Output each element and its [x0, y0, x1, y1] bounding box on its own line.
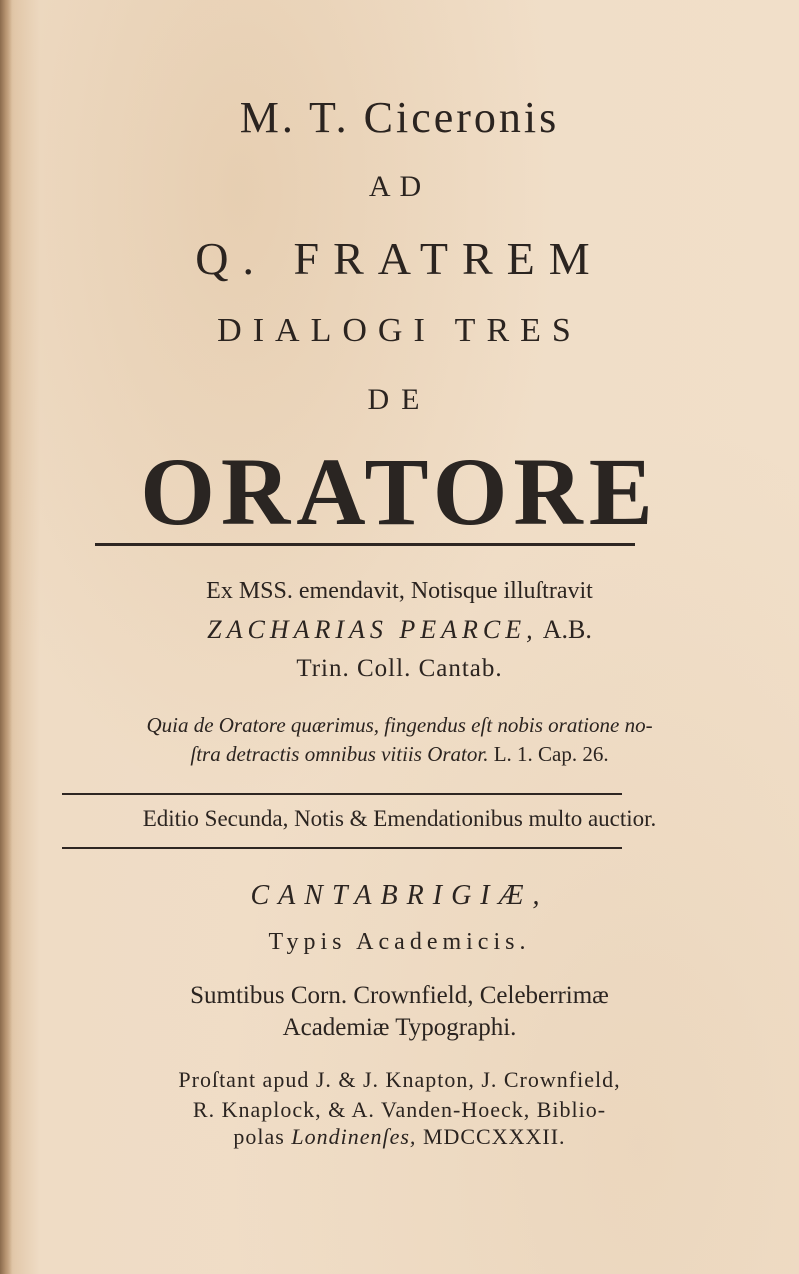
divider-rule-middle	[62, 793, 622, 795]
imprint-sellers-2: R. Knaplock, & A. Vanden-Hoeck, Biblio-	[192, 1097, 607, 1122]
imprint-sellers-1: Proſtant apud J. & J. Knapton, J. Crownfield,	[178, 1067, 621, 1092]
imprint-londinenses: Londinenſes,	[291, 1124, 417, 1149]
editor-name: ZACHARIAS PEARCE,	[207, 615, 538, 644]
divider-rule-top	[95, 543, 635, 546]
imprint-sumptibus-2: Academiæ Typographi.	[282, 1014, 517, 1041]
epigraph-line-2	[0, 742, 799, 767]
editor-statement: Ex MSS. emendavit, Notisque illuſtravit	[206, 578, 593, 604]
divider-rule-bottom	[62, 847, 622, 849]
author-heading: M. T. Ciceronis	[239, 93, 560, 142]
title-oratore: ORATORE	[140, 438, 659, 545]
epigraph-line-1: Quia de Oratore quærimus, fingendus eſt nobis oratione no-	[146, 713, 653, 737]
editor-name-line	[0, 615, 799, 645]
editor-degree: A.B.	[542, 615, 592, 644]
title-de: DE	[367, 383, 432, 416]
title-fratrem: Q. FRATREM	[195, 233, 604, 284]
edition-statement: Editio Secunda, Notis & Emendationibus multo auctior.	[142, 806, 657, 831]
imprint-sellers-3	[0, 1124, 799, 1150]
title-dialogi: DIALOGI TRES	[217, 312, 582, 349]
title-ad: AD	[368, 170, 431, 203]
imprint-press: Typis Academicis.	[268, 929, 531, 955]
imprint-place: CANTABRIGIÆ,	[250, 880, 549, 911]
imprint-year: MDCCXXXII.	[422, 1124, 566, 1149]
epigraph-citation: L. 1. Cap. 26.	[493, 742, 609, 766]
imprint-polas: polas	[233, 1124, 285, 1149]
imprint-sumptibus-1: Sumtibus Corn. Crownfield, Celeberrimæ	[190, 982, 609, 1009]
editor-college: Trin. Coll. Cantab.	[296, 655, 503, 682]
epigraph-text: ſtra detractis omnibus vitiis Orator.	[190, 742, 489, 766]
